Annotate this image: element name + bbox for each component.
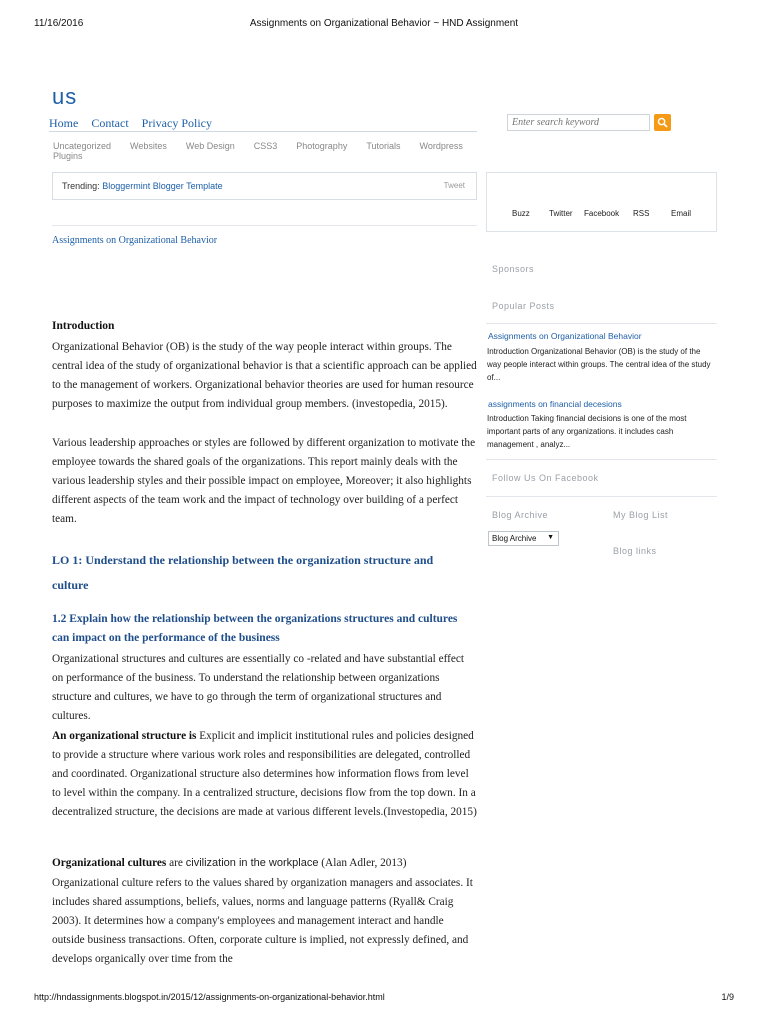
trending-link[interactable]: Bloggermint Blogger Template: [102, 181, 223, 191]
social-facebook[interactable]: Facebook: [584, 209, 620, 218]
breadcrumb[interactable]: Assignments on Organizational Behavior: [52, 235, 218, 246]
article-paragraph: Various leadership approaches or styles are followed by different organization to motivate the employee towards the shared goals of the organizations. This report mainly deals with the various leadership styles and their possible impact on employee, Moreover; it also highlights different aspects of the team work and the impact of technology over building of a perfect team.: [52, 437, 476, 526]
blog-links-heading: Blog links: [613, 546, 657, 556]
print-header: [34, 18, 734, 32]
category-tutorials[interactable]: Tutorials: [366, 141, 401, 151]
blog-archive-select[interactable]: [488, 531, 559, 546]
category-websites[interactable]: Websites: [130, 141, 167, 151]
connector-text: are: [166, 857, 186, 869]
social-rss[interactable]: RSS: [633, 209, 650, 218]
category-plugins[interactable]: Plugins: [53, 151, 83, 161]
nav-privacy-link[interactable]: Privacy Policy: [141, 116, 212, 130]
search-icon: [657, 117, 668, 128]
popular-post-title[interactable]: Assignments on Organizational Behavior: [488, 331, 642, 341]
print-page-title: Assignments on Organizational Behavior ~ HND Assignment: [249, 18, 519, 29]
intro-heading: Introduction: [52, 320, 115, 332]
article-paragraph: [52, 854, 477, 873]
trending-prefix: Trending:: [62, 181, 100, 191]
social-links: [486, 172, 717, 232]
category-uncategorized[interactable]: Uncategorized: [53, 141, 112, 151]
my-blog-list-heading: My Blog List: [613, 510, 669, 520]
follow-facebook-heading: Follow Us On Facebook: [492, 473, 599, 483]
term-org-culture: Organizational cultures: [52, 857, 167, 869]
nav-home-link[interactable]: Home: [49, 116, 79, 130]
article-paragraph: [52, 727, 477, 822]
section-1-2-heading: 1.2 Explain how the relationship between the organizations structures and cultures can impact on the performance of the business: [52, 613, 458, 644]
trending-bar: [52, 172, 477, 200]
search-input[interactable]: [507, 114, 650, 131]
social-twitter[interactable]: Twitter: [549, 209, 573, 218]
sidebar-divider: [486, 496, 717, 497]
trending-label: [62, 181, 223, 191]
popular-post-title[interactable]: assignments on financial decesions: [488, 399, 622, 409]
category-wordpress[interactable]: Wordpress: [419, 141, 463, 151]
category-web-design[interactable]: Web Design: [185, 141, 235, 151]
divider: [52, 225, 477, 226]
print-date: 11/16/2016: [34, 18, 84, 29]
social-buzz[interactable]: Buzz: [512, 209, 530, 218]
sidebar-divider: [486, 323, 717, 324]
citation-text: (Alan Adler, 2013): [318, 857, 407, 869]
nav-contact-link[interactable]: Contact: [91, 116, 129, 130]
definition-text: civilization in the workplace: [185, 857, 319, 869]
blog-archive-heading: Blog Archive: [492, 510, 549, 520]
popular-post-excerpt: Introduction Taking financial decisions is one of the most important parts of any organizations. it includes cash management , analyz...: [487, 414, 687, 449]
popular-post-excerpt: Introduction Organizational Behavior (OB) is the study of the way people interact within groups. The central idea of the study of...: [487, 347, 711, 382]
lo1-heading: LO 1: Understand the relationship between the organization structure and culture: [52, 553, 434, 592]
category-nav: [53, 141, 493, 161]
sponsors-heading: Sponsors: [492, 264, 535, 274]
tweet-button[interactable]: Tweet: [443, 181, 465, 190]
article-paragraph: Organizational Behavior (OB) is the study of the way people interact within groups. The central idea of the study of organizational behavior is that a scientific approach can be applied to the management of workers. Organizational behavior theories are used for human resource purposes to maximize the output from individual group members. (investopedia, 2015).: [52, 341, 477, 411]
social-email[interactable]: Email: [671, 209, 692, 218]
page-url: http://hndassignments.blogspot.in/2015/12/assignments-on-organizational-behavior.html: [34, 992, 385, 1002]
page-number: 1/9: [721, 992, 734, 1002]
sidebar-divider: [486, 459, 717, 460]
chevron-down-icon: ▼: [547, 534, 554, 541]
popular-posts-heading: Popular Posts: [492, 301, 555, 311]
print-footer: [34, 992, 734, 1006]
category-photography[interactable]: Photography: [296, 141, 348, 151]
definition-text: Explicit and implicit institutional rules and policies designed to provide a structure where various work roles and responsibilities are delegated, controlled and coordinated. Organizational structure also determines how information flows from level to level within the company. In a centralized structure, decisions flow from the top down. In a decentralized structure, the decisions are made at various different levels.(Investopedia, 2015): [52, 730, 477, 819]
article-paragraph: Organizational structures and cultures are essentially co -related and have substantial effect on performance of the business. To understand the relationship between organizations structure and cultures, we have to go through the term of organizational structures and cultures.: [52, 653, 465, 723]
blog-brand[interactable]: us: [52, 84, 78, 109]
top-nav: [49, 114, 477, 132]
search-box: [507, 114, 670, 132]
search-button[interactable]: [654, 114, 671, 131]
blog-archive-select-value: Blog Archive: [492, 534, 537, 543]
term-org-structure: An organizational structure is: [52, 730, 197, 742]
category-css3[interactable]: CSS3: [253, 141, 278, 151]
article-paragraph: Organizational culture refers to the values shared by organization managers and associates. It includes shared assumptions, beliefs, values, norms and language patterns (Ryall& Craig 2003). It determines how a company's employees and management interact and handle outside business transactions. Often, corporate culture is implied, not expressly defined, and develops organically over time from the: [52, 877, 473, 966]
